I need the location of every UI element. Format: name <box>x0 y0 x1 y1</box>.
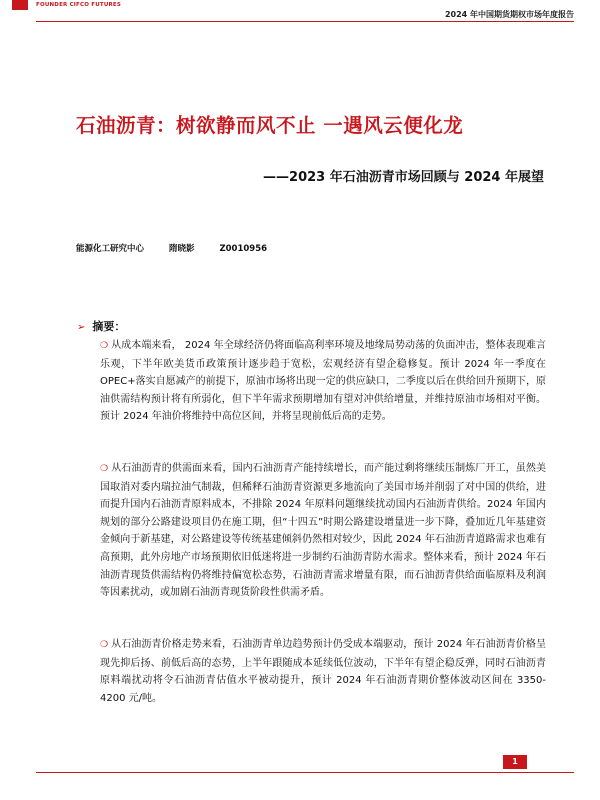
paragraph-text: 从成本端来看， 2024 年全球经济仍将面临高利率环境及地缘局势动荡的负面冲击，整体表现难言乐观，下半年欧美货币政策预计逐步趋于宽松，宏观经济有望企稳修复。预计 2024 年一季度在 OPEC+落实自愿减产的前提下，原油市场将出现一定的供应缺口，二季度以后在供给回升预期下，原油供需结构预计将有所弱化，但下半年需求预期增加有望对冲供给增量，并维持原油市场相对平衡。预计 2024 年油价将维持中高位区间，并将呈现前低后高的走势。 <box>100 340 546 423</box>
page-number: 1 <box>503 755 527 769</box>
summary-heading-label: 摘要： <box>92 320 126 333</box>
report-header-title: 2024 年中国期货期权市场年度报告 <box>444 10 574 19</box>
summary-paragraph-price <box>100 636 546 707</box>
footer-divider <box>36 772 574 773</box>
company-logo-mark <box>12 0 28 10</box>
author-department: 能源化工研究中心 <box>76 244 145 254</box>
circle-bullet-icon: ❍ <box>100 640 109 650</box>
document-subtitle: ——2023 年石油沥青市场回顾与 2024 年展望 <box>263 170 544 185</box>
summary-heading <box>77 318 125 334</box>
company-logo-text: FOUNDER CIFCO FUTURES <box>36 2 122 8</box>
summary-paragraph-cost <box>100 337 546 426</box>
circle-bullet-icon: ❍ <box>100 341 109 351</box>
header-divider <box>36 21 574 22</box>
author-name: 隋晓影 <box>168 244 195 254</box>
summary-paragraph-supply-demand <box>100 460 546 602</box>
author-info <box>76 242 289 254</box>
arrow-right-icon: ➢ <box>77 322 86 333</box>
circle-bullet-icon: ❍ <box>100 464 109 474</box>
paragraph-text: 从石油沥青的供需面来看，国内石油沥青产能持续增长，而产能过剩将继续压制炼厂开工，虽然美国取消对委内瑞拉油气制裁，但稀释石油沥青资源更多地流向了美国市场并削弱了对中国的供给，进而提升国内石油沥青原料成本，不排除 2024 年原料问题继续扰动国内石油沥青供给。2024 年国内规划的部分公路建设项目仍在施工期，但“十四五”时期公路建设增量进一步下降，叠加近几年基建资金倾向于新基建，对公路建设等传统基建倾斜仍然相对较少，因此 2024 年石油沥青道路需求也难有高预期，此外房地产市场预期依旧低迷将进一步制约石油沥青防水需求。整体来看，预计 2024 年石油沥青现货供需结构仍将维持偏宽松态势，石油沥青需求增量有限，而石油沥青供给面临原料及利润等因素扰动，或加剧石油沥青现货阶段性供需矛盾。 <box>100 463 546 599</box>
author-id: Z0010956 <box>219 244 268 254</box>
document-main-title: 石油沥青：树欲静而风不止 一遇风云便化龙 <box>76 114 464 137</box>
paragraph-text: 从石油沥青价格走势来看，石油沥青单边趋势预计仍受成本端驱动，预计 2024 年石油沥青价格呈现先抑后扬、前低后高的态势，上半年跟随成本延续低位波动，下半年有望企稳反弹，同时石油沥青原料端扰动将令石油沥青估值水平被动提升，预计 2024 年石油沥青期价整体波动区间在 3350-4200 元/吨。 <box>100 639 546 704</box>
